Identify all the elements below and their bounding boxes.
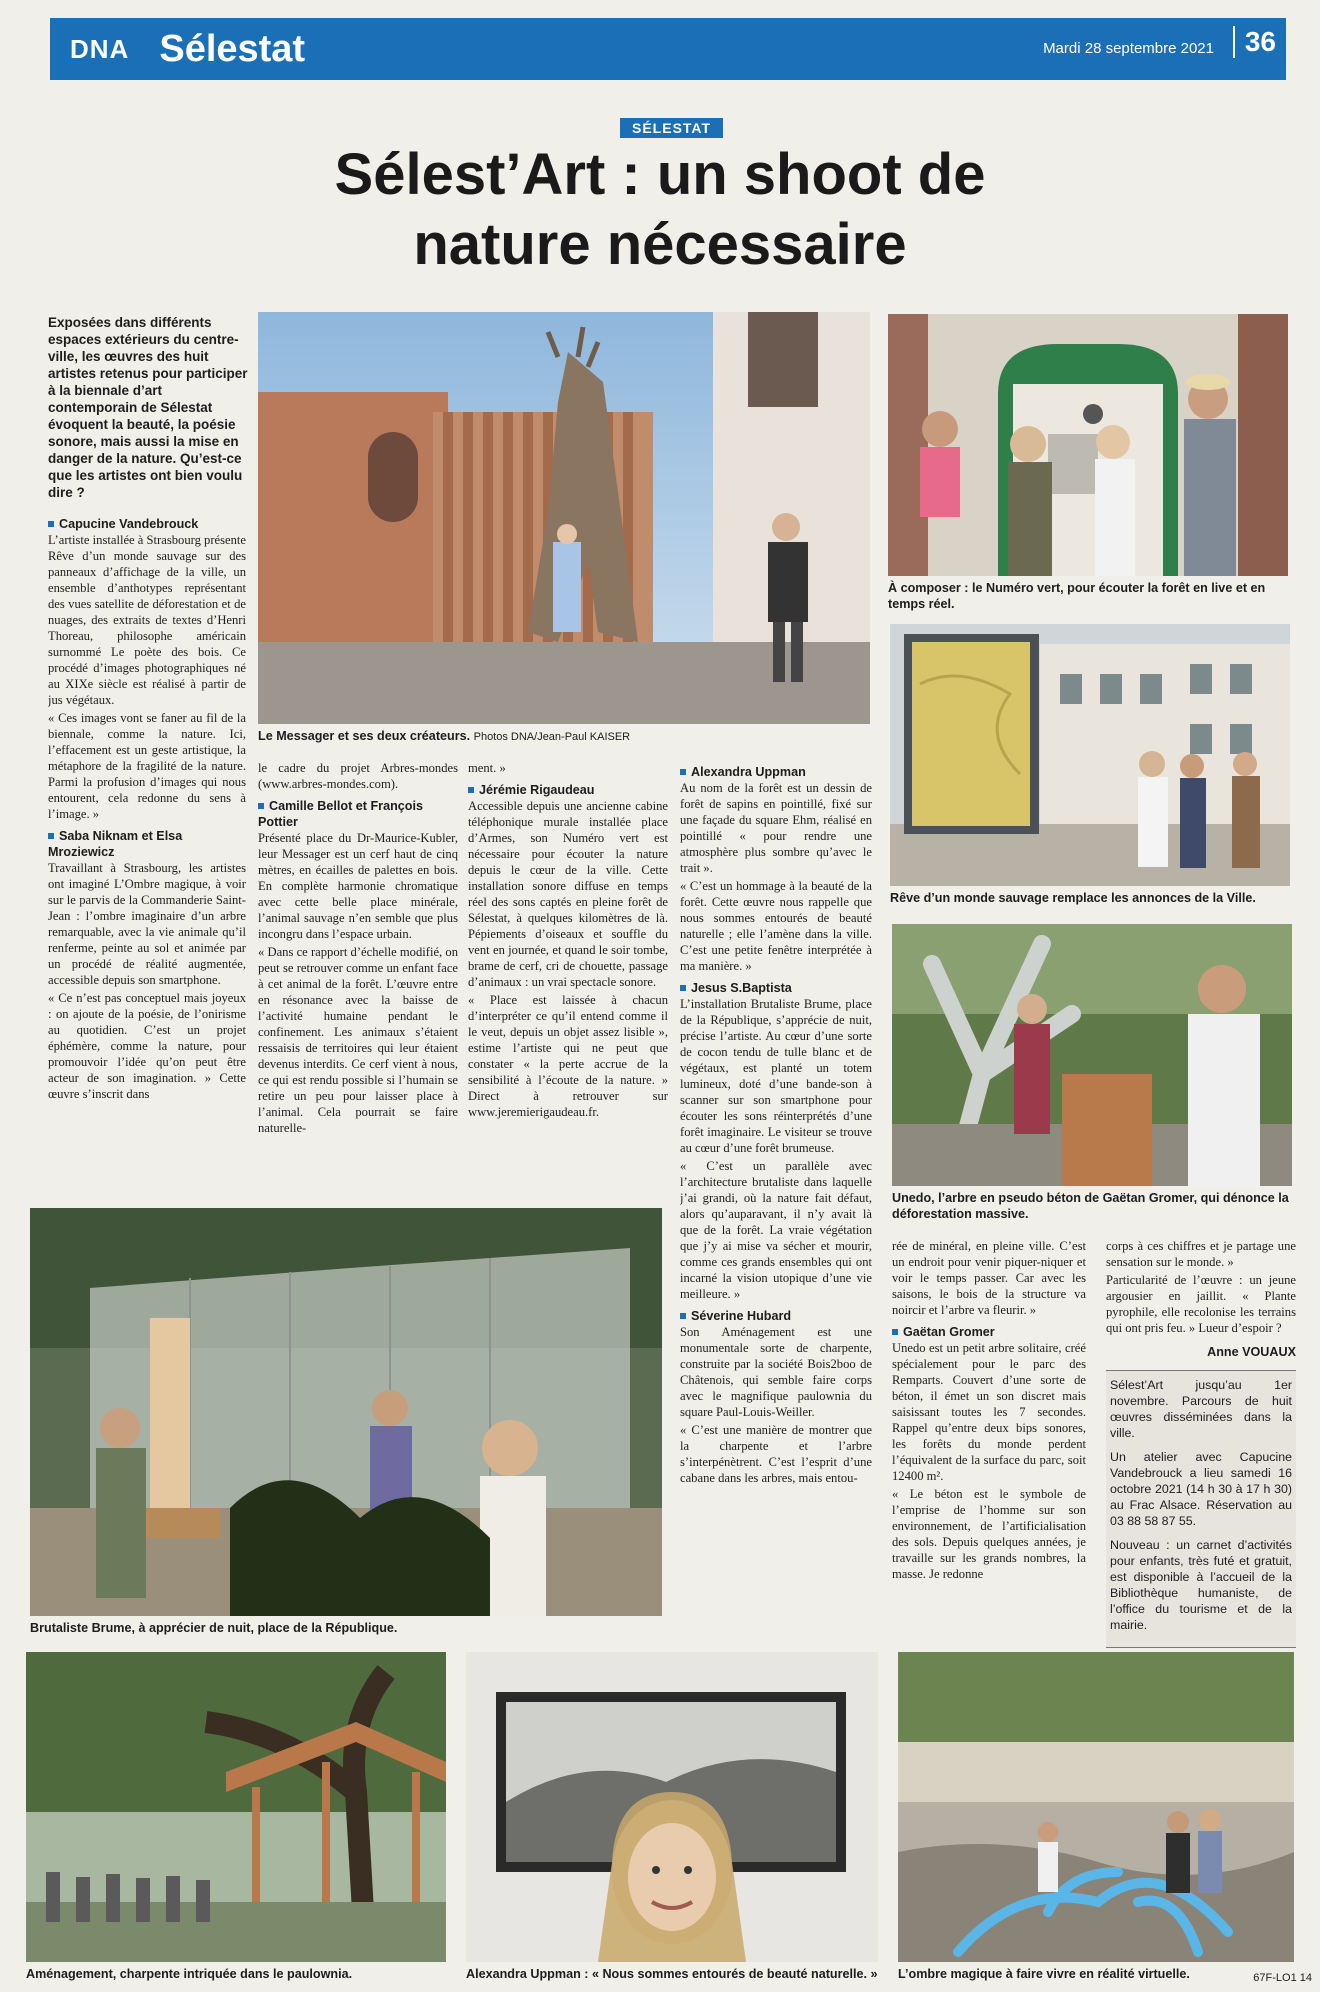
caption-numero-vert: À composer : le Numéro vert, pour écouter la forêt en live et en temps réel. (888, 581, 1266, 611)
photo-credit: Photos DNA/Jean-Paul KAISER (473, 731, 631, 743)
paragraph: Présenté place du Dr-Maurice-Kubler, leur Messager est un cerf haut de cinq mètres, en écailles de palettes en bois. En complète harmonie chromatique avec cette belle place minérale, l’animal sauvage n’en semble que plus incongru dans l’espace urbain. (258, 831, 458, 941)
photo-messager (258, 312, 870, 724)
paragraph: Au nom de la forêt est un dessin de forêt de sapins en pointillé, fixé sur une façade du square Ehm, réalisé en pointillé « pour rendre une atmosphère plus sombre qu’avec le trait ». (680, 781, 872, 875)
caption-messager: Le Messager et ses deux créateurs. Photos DNA/Jean-Paul KAISER (258, 729, 631, 743)
paragraph: « Ce n’est pas conceptuel mais joyeux : on ajoute de la poésie, de l’onirisme au quotidien. C’est un projet éphémère, comme la nature, pour promouvoir l’idée qu’on peut être acteur de son imagination. » Cette œuvre s’inscrit dans (48, 991, 246, 1101)
paragraph: « Place est laissée à chacun d’interpréter ce qu’il entend comme il le veut, depuis un objet assez lisible », estime l’artiste qui ne peut que constater « la perte accrue de la sensibilité à l’écoute de la nature. » Direct à retrouver sur www.jeremierigaudeau.fr. (468, 993, 668, 1119)
article-lead: Exposées dans différents espaces extérieurs du centre-ville, les œuvres des huit artistes retenus pour participer à la biennale d’art contemporain de Sélestat évoquent la beauté, la poésie sonore, mais aussi la mise en danger de la nature. Qu’est-ce que les artistes ont bien voulu dire ? (48, 315, 248, 500)
photo-numero-vert (888, 314, 1288, 576)
artist-byline: Gaëtan Gromer (892, 1324, 1086, 1340)
text-column-5 (892, 1238, 1086, 1648)
paragraph: « Dans ce rapport d’échelle modifié, on peut se retrouver comme un enfant face à cet animal de la forêt. L’œuvre entre en résonance avec la baisse de l’activité humaine pendant le confinement. Les animaux s’étaient ressaisis de territoires qui leur étaient devenus interdits. Ce cerf vient à nous, ce qui est rendu possible si l’humain se retire un peu pour laisser place à l’animal. Cela pourrait se faire naturelle- (258, 945, 458, 1135)
paragraph: ment. » (468, 761, 506, 775)
paragraph: Accessible depuis une ancienne cabine téléphonique murale installée place d’Armes, son Numéro vert est nécessaire pour écouter la nature depuis le cœur de la ville. Cette installation sonore diffuse en temps réel des sons captés en pleine forêt de Sélestat, à quelques kilomètres de là. Pépiements d’oiseaux et souffle du vent en journée, et quand le soir tombe, brame de cerf, cri de chouette, passage d’animaux : un vrai spectacle sonore. (468, 799, 668, 989)
paragraph: corps à ces chiffres et je partage une sensation sur le monde. » (1106, 1239, 1296, 1269)
footer-code: 67F-LO1 14 (1253, 1972, 1312, 1984)
text-column-6 (1106, 1238, 1296, 1648)
paragraph: Particularité de l’œuvre : un jeune argousier en jaillit. « Plante pyrophile, elle recolonise les terrains qui ont pris feu. » Lueur d’espoir ? (1106, 1273, 1296, 1335)
artist-byline: Séverine Hubard (680, 1308, 872, 1324)
caption-brutaliste: Brutaliste Brume, à apprécier de nuit, place de la République. (30, 1621, 398, 1635)
photo-brutaliste-brume (30, 1208, 662, 1616)
artist-byline: Saba Niknam et Elsa Mroziewicz (48, 828, 246, 860)
page-number: 36 (1233, 26, 1276, 58)
artist-byline: Capucine Vandebrouck (48, 516, 246, 532)
paragraph: L’installation Brutaliste Brume, place de la République, s’apprécie de nuit, précise l’artiste. Au cœur d’une sorte de cocon tendu de tulle blanc et de végétaux, est planté un totem lumineux, doté d’une bande-son à scanner sur son smartphone pour écouter les sons réinterprétés d’une forêt imaginaire. Le visiteur se trouve au cœur d’une forêt brumeuse. (680, 997, 872, 1155)
paragraph: L’artiste installée à Strasbourg présente Rêve d’un monde sauvage sur des panneaux d’affichage de la ville, un ensemble d’anthotypes représentant des vues satellite de déforestation et de nuages, des extraits de textes d’Henri Thoreau, philosophe américain surnommé Le poète des bois. Ce procédé d’images photographiques né au XIXe siècle est réalisé à partir de jus végétaux. (48, 533, 246, 707)
caption-uppman: Alexandra Uppman : « Nous sommes entourés de beauté naturelle. » (466, 1967, 878, 1981)
caption-amenagement: Aménagement, charpente intriquée dans le paulownia. (26, 1967, 353, 1981)
paragraph: Unedo est un petit arbre solitaire, créé spécialement pour le parc des Remparts. Couvert d’une sorte de béton, il émet un son discret mais saisissant toutes les 7 secondes. Rappel qu’entre deux bips sonores, les forêts du monde perdent l’équivalent de la surface du parc, soit 12400 m². (892, 1341, 1086, 1483)
caption-unedo: Unedo, l’arbre en pseudo béton de Gaëtan Gromer, qui dénonce la déforestation massive. (892, 1191, 1289, 1221)
paragraph: « C’est un hommage à la beauté de la forêt. Cette œuvre nous rappelle que nous sommes entourés de beauté naturelle ; elle l’amène dans la ville. C’est une petite fenêtre interprétée à ma manière. » (680, 879, 872, 973)
artist-byline: Alexandra Uppman (680, 764, 872, 780)
paragraph: Travaillant à Strasbourg, les artistes ont imaginé L’Ombre magique, à voir sur le parvis de la Commanderie Saint-Jean : l’ombre imaginaire d’un arbre remarquable, avec la vie animale qu’il renferme, peinte au sol et animée par un procédé de réalité augmentée, accessible depuis son smartphone. (48, 861, 246, 987)
masthead (50, 18, 1286, 80)
info-box (1106, 1370, 1296, 1648)
paragraph: « Ces images vont se faner au fil de la biennale, comme la nature. Ici, l’effacement est un geste artistique, la métaphore de la fragilité de la nature. Parmi la profusion d’images qui nous entourent, cela redonne du sens à l’image. » (48, 711, 246, 821)
caption-ombre: L’ombre magique à faire vivre en réalité virtuelle. (898, 1967, 1190, 1981)
photo-unedo (892, 924, 1292, 1186)
artist-byline: Jesus S.Baptista (680, 980, 872, 996)
photo-amenagement (26, 1652, 446, 1962)
info-kids-booklet: Nouveau : un carnet d’activités pour enfants, très futé et gratuit, est disponible à l’accueil de la Bibliothèque humaniste, de l’office du tourisme et de la mairie. (1110, 1538, 1292, 1632)
info-dates: Sélest’Art jusqu’au 1er novembre. Parcours de huit œuvres disséminées dans la ville. (1110, 1378, 1292, 1440)
caption-reve: Rêve d’un monde sauvage remplace les annonces de la Ville. (890, 891, 1256, 905)
artist-byline: Jérémie Rigaudeau (468, 782, 668, 798)
text-column-3 (468, 760, 668, 1200)
paragraph: Son Aménagement est une monumentale sorte de charpente, construite par la société Bois2boo de Châtenois, qui semble faire corps avec le magnifique paulownia du square Paul-Louis-Weiller. (680, 1325, 872, 1419)
photo-alexandra-uppman (466, 1652, 878, 1962)
issue-date: Mardi 28 septembre 2021 (1043, 40, 1214, 57)
paragraph: rée de minéral, en pleine ville. C’est un endroit pour venir piquer-niquer et voir le temps passer. Car avec les saisons, le bois de la structure va noircir et l’arbre va fleurir. » (892, 1239, 1086, 1317)
text-column-2 (258, 760, 458, 1200)
info-workshop: Un atelier avec Capucine Vandebrouck a lieu samedi 16 octobre 2021 (14 h 30 à 17 h 30) au Frac Alsace. Réservation au 03 88 58 87 55. (1110, 1450, 1292, 1528)
paragraph: le cadre du projet Arbres-mondes (www.arbres-mondes.com). (258, 761, 458, 791)
photo-reve-monde-sauvage (890, 624, 1290, 886)
paragraph: « Le béton est le symbole de l’emprise de l’homme sur son environnement, de l’artificialisation des sols. Depuis quelques années, je travaille sur les grands nombres, la masse. Je redonne (892, 1487, 1086, 1581)
article-headline: Sélest’Art : un shoot de nature nécessaire (334, 142, 986, 277)
newspaper-logo: DNA (70, 33, 130, 64)
text-column-4 (680, 758, 872, 1642)
artist-byline: Camille Bellot et François Pottier (258, 798, 458, 830)
article-kicker: SÉLESTAT (620, 118, 723, 138)
paragraph: « C’est un parallèle avec l’architecture brutaliste dans laquelle j’ai grandi, où la nature fait défaut, alors qu’auparavant, il n’y avait là que de la forêt. La vraie végétation que j’y ai mise va sécher et mourir, comme ces grands ensembles qui ont incarné la vision utopique d’une vie meilleure. » (680, 1159, 872, 1301)
section-title: Sélestat (159, 27, 306, 70)
photo-ombre-magique (898, 1652, 1294, 1962)
text-column-1 (48, 510, 246, 1200)
author-signature: Anne VOUAUX (1207, 1345, 1296, 1359)
paragraph: « C’est une manière de montrer que la charpente et l’arbre s’interpénètrent. C’est l’esprit d’une cabane dans les arbres, mais entou- (680, 1423, 872, 1485)
